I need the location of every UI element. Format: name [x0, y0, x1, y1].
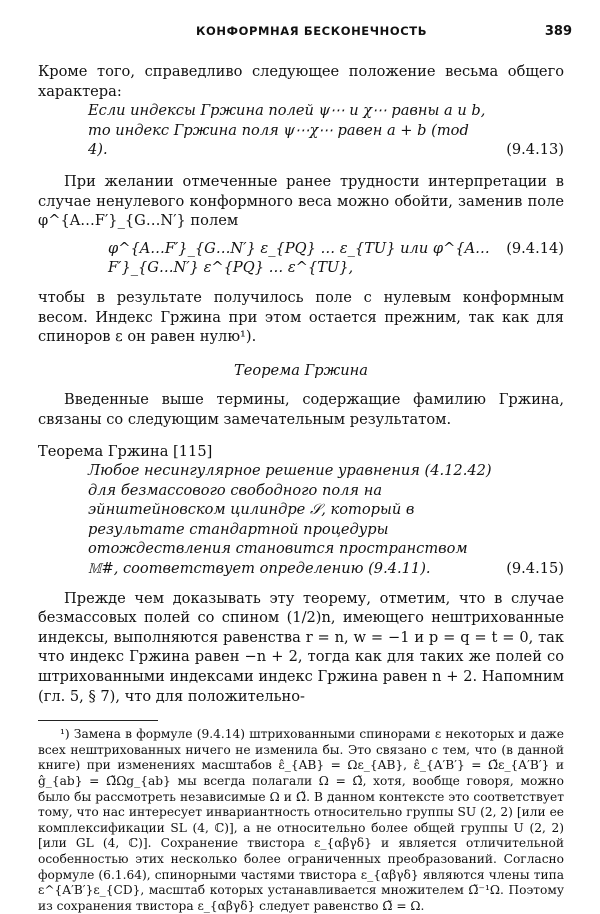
formula-text: φ^{A…F′}_{G…N′} ε_{PQ} … ε_{TU} или φ^{A…F′}_{G…N′} ε^{PQ} … ε^{TU},: [108, 239, 490, 277]
paragraph-intro: Кроме того, справедливо следующее положение весьма общего характера:: [38, 63, 564, 100]
statement-9-4-13: [38, 101, 564, 160]
footnote-rule: [38, 720, 158, 721]
paragraph-proof-intro: Прежде чем доказывать эту теорему, отметим, что в случае безмассовых полей со спином (1/2)n, имеющего нештрихованные индексы, выполняются равенства r = n, w = −1 и p = q = t = 0, так что индекс Гржина равен −n + 2, тогда как для таких же полей со штрихованными индексами индекс Гржина равен n + 2. Напомним (гл. 5, § 7), что для положительно-: [38, 589, 564, 705]
equation-number: (9.4.14): [506, 239, 564, 257]
statement-text: Если индексы Гржина полей ψ⋯ и χ⋯ равны a и b, то индекс Гржина поля ψ⋯χ⋯ равен a + b (mod 4).: [88, 102, 486, 159]
theorem-text: Любое несингулярное решение уравнения (4.12.42) для безмассового свободного поля на эйнштейновском цилиндре 𝒮, который в результате стандартной процедуры отождествления становится пространством 𝕄#, соответствует определению (9.4.11).: [88, 462, 492, 578]
paragraph-weight: При желании отмеченные ранее трудности интерпретации в случае ненулевого конформного веса можно обойти, заменив поле φ^{A…F′}_{G…N′} полем: [38, 172, 564, 230]
theorem-9-4-15: [38, 461, 564, 579]
main-text: [38, 62, 564, 914]
theorem-label: Теорема Гржина [115]: [38, 442, 213, 460]
formula-9-4-14: [38, 239, 564, 278]
running-header: КОНФОРМНАЯ БЕСКОНЕЧНОСТЬ: [196, 24, 428, 38]
footnote: ¹) Замена в формуле (9.4.14) штрихованными спинорами ε некоторых и даже всех нештрихованных ничего не изменила бы. Это связано с тем, что (в данной книге) при изменениях масштабов ε̂_{AB} = Ωε_{AB}, ε̂_{A′B′} = Ω̃ε_{A′B′} и ĝ_{ab} = Ω̃Ωg_{ab} мы всегда полагали Ω = Ω̃, хотя, вообще говоря, можно было бы рассмотреть независимые Ω и Ω̃. В данном контексте это соответствует тому, что нас интересует инвариантность относительно группы SU (2, 2) [или ее комплексификации SL (4, ℂ)], а не относительно более общей группы U (2, 2) [или GL (4, ℂ)]. Сохранение твистора ε_{αβγδ} и является отличительной особенностью этих несколько более ограниченных преобразований. Согласно формуле (6.1.64), спинорными частями твистора ε_{αβγδ} являются члены типа ε^{A′B′}ε_{CD}, масштаб которых устанавливается множителем Ω̃⁻¹Ω. Поэтому из сохранения твистора ε_{αβγδ} следует равенство Ω̃ = Ω.: [38, 727, 564, 913]
equation-number: (9.4.13): [506, 141, 564, 159]
paragraph-zero-weight: чтобы в результате получилось поле с нулевым конформным весом. Индекс Гржина при этом остается прежним, так как для спиноров ε он равен нулю¹).: [38, 288, 564, 346]
page-number: 389: [544, 24, 572, 39]
paragraph-terms: Введенные выше термины, содержащие фамилию Гржина, связаны со следующим замечательным результатом.: [38, 391, 564, 428]
equation-number: (9.4.15): [506, 560, 564, 578]
section-title: Теорема Гржина: [234, 361, 368, 379]
